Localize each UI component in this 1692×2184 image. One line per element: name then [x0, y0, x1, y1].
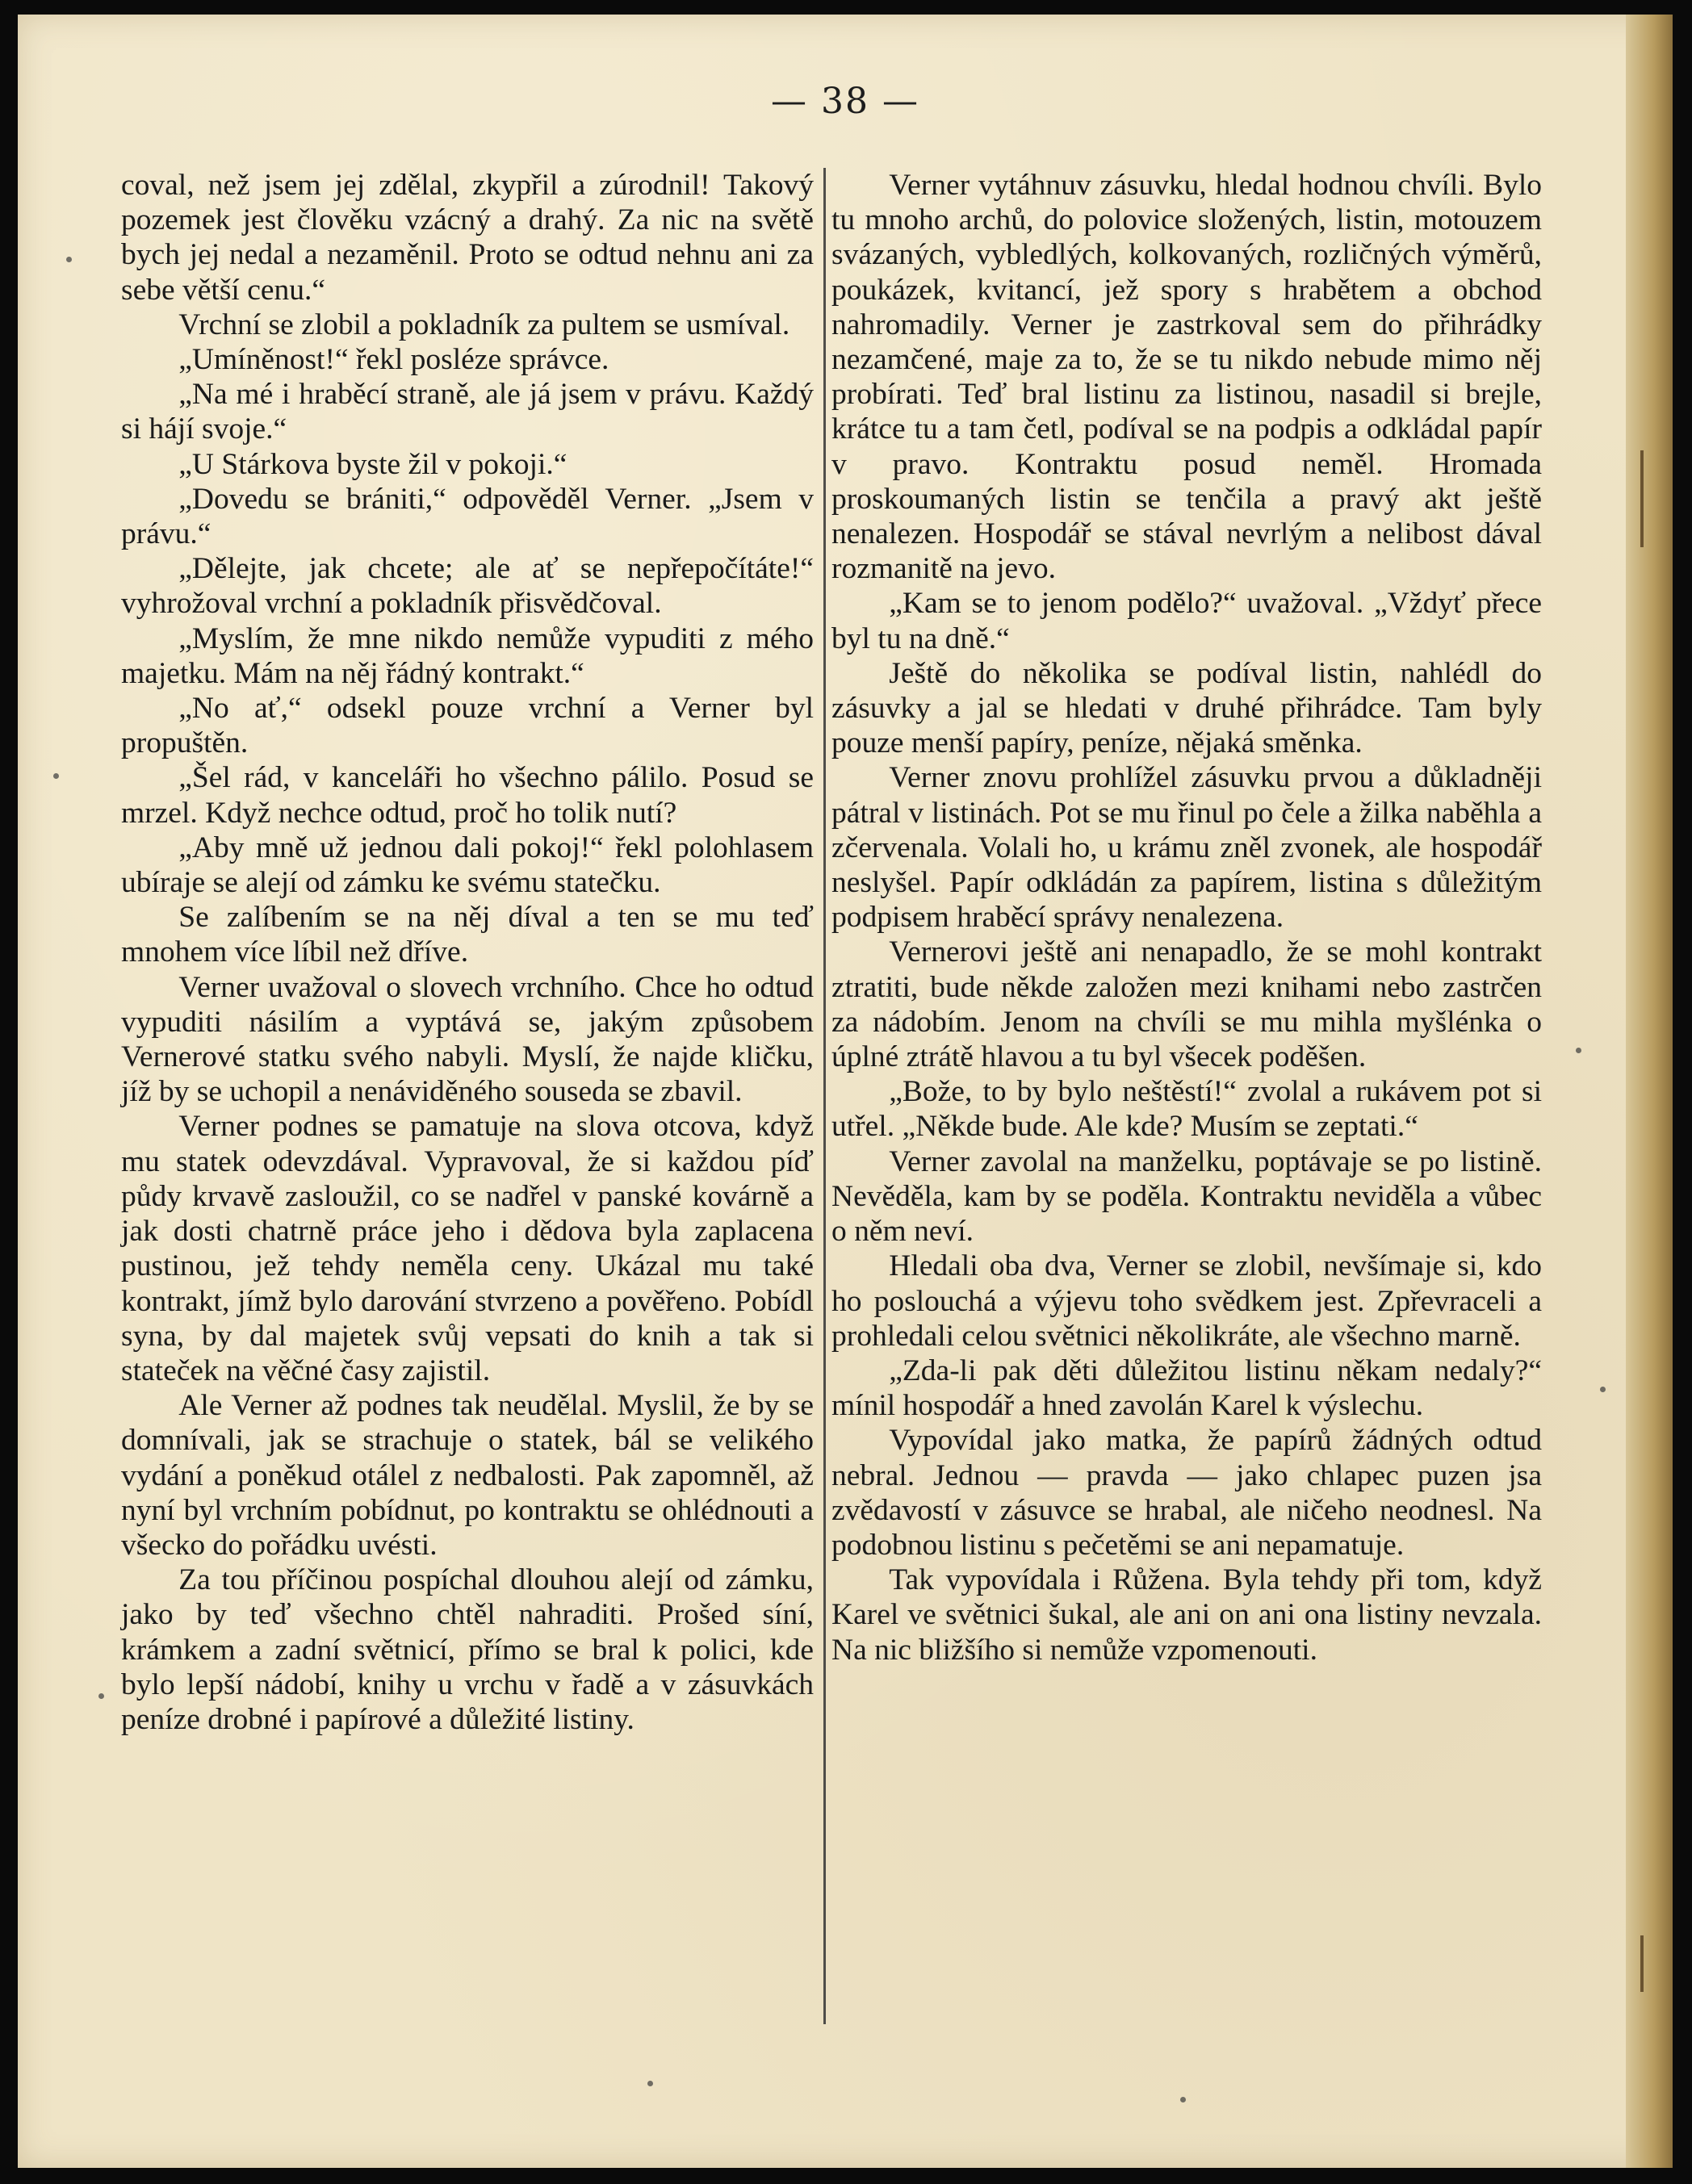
paragraph: Vrchní se zlobil a pokladník za pultem se usmíval. — [178, 308, 790, 341]
paragraph: „Šel rád, v kanceláři ho všechno pálilo. Posud se mrzel. Když nechce odtud, proč ho tolik nutí? — [121, 761, 814, 830]
paragraph: Hledali oba dva, Verner se zlobil, nevšímaje si, kdo ho poslouchá a výjevu toho svědkem jest. Zpřevraceli a prohledali celou světnici několikráte, ale všechno marně. — [831, 1249, 1542, 1353]
paragraph: Za tou příčinou pospíchal dlouhou alejí od zámku, jako by teď všechno chtěl nahraditi. Prošed síní, krámkem a zadní světnicí, přímo se bral k polici, kde bylo lepší nádobí, knihy u vrchu v řadě a v zásuvkách peníze drobné i papírové a důležité listiny. — [121, 1563, 814, 1736]
paragraph: Verner uvažoval o slovech vrchního. Chce ho odtud vypuditi násilím a vyptává se, jakým způsobem Vernerové statku svého nabyli. Myslí, že najde kličku, jíž by se uchopil a nenáviděného souseda se zbavil. — [121, 970, 814, 1109]
paragraph: Verner znovu prohlížel zásuvku prvou a důkladněji pátral v listinách. Pot se mu řinul po čele a žilka naběhla a zčervenala. Volali ho, u krámu zněl zvonek, ale hospodář neslyšel. Papír odkládán za papírem, listina s důležitým podpisem hraběcí správy nenalezena. — [831, 761, 1542, 935]
print-speck — [98, 1693, 104, 1699]
paragraph: „Zda-li pak děti důležitou listinu někam nedaly?“ mínil hospodář a hned zavolán Karel k výslechu. — [831, 1353, 1542, 1423]
paragraph: Tak vypovídala i Růžena. Byla tehdy při tom, když Karel ve světnici šukal, ale ani on ani ona listiny nevzala. Na nic bližšího si nemůže vzpomenouti. — [831, 1563, 1542, 1667]
print-speck — [1180, 2097, 1186, 2102]
paragraph: Vernerovi ještě ani nenapadlo, že se mohl kontrakt ztratiti, bude někde založen mezi knihami nebo zastrčen za nádobím. Jenom na chvíli se mu mihla myšlénka o úplné ztrátě hlavou a tu byl všecek poděšen. — [831, 935, 1542, 1074]
column-divider — [823, 168, 826, 2024]
left-column — [121, 168, 814, 1737]
paragraph: Verner vytáhnuv zásuvku, hledal hodnou chvíli. Bylo tu mnoho archů, do polovice složených, listin, motouzem svázaných, vybledlých, kolkovaných, rozličných výměrů, poukázek, kvitancí, jež spory s hrabětem a obchod nahromadily. Verner je zastrkoval sem do přihrádky nezamčené, maje za to, že se tu nikdo nebude mimo něj probírati. Teď bral listinu za listinou, nasadil si brejle, krátce tu a tam četl, podíval se na podpis a odkládal papír v pravo. Kontraktu posud neměl. Hromada proskoumaných listin se tenčila a pravý akt ještě nenalezen. Hospodář se stával nevrlým a nelibost dával rozmanitě na jevo. — [831, 169, 1542, 586]
print-speck — [1600, 1387, 1606, 1392]
print-speck — [647, 2081, 653, 2086]
paragraph: „Dělejte, jak chcete; ale ať se nepřepočítáte!“ vyhrožoval vrchní a pokladník přisvědčoval. — [121, 552, 814, 621]
print-speck — [1576, 1048, 1581, 1053]
paragraph: „Aby mně už jednou dali pokoj!“ řekl polohlasem ubíraje se alejí od zámku ke svému statečku. — [121, 831, 814, 900]
paragraph: „Umíněnost!“ řekl posléze správce. — [178, 343, 609, 377]
spine-mark — [1640, 1935, 1644, 1992]
paragraph: coval, než jsem jej zdělal, zkypřil a zúrodnil! Takový pozemek jest člověku vzácný a drahý. Za nic na světě bych jej nedal a nezaměnil. Proto se odtud nehnu ani za sebe větší cenu.“ — [121, 169, 814, 307]
paragraph: Vypovídal jako matka, že papírů žádných odtud nebral. Jednou — pravda — jako chlapec puzen jsa zvědavostí v zásuvce se hrabal, ale ničeho neodnesl. Na podobnou listinu s pečetěmi se ani nepamatuje. — [831, 1424, 1542, 1562]
right-column — [831, 168, 1542, 1667]
paragraph: Ale Verner až podnes tak neudělal. Myslil, že by se domnívali, jak se strachuje o statek, bál se velikého vydání a poněkud otálel z nedbalosti. Pak zapomněl, až nyní byl vrchním pobídnut, po kontraktu se ohlédnouti a všecko do pořádku uvésti. — [121, 1389, 814, 1562]
paragraph: „Na mé i hraběcí straně, ale já jsem v právu. Každý si hájí svoje.“ — [121, 378, 814, 446]
paragraph: „Bože, to by bylo neštěstí!“ zvolal a rukávem pot si utřel. „Někde bude. Ale kde? Musím se zeptati.“ — [831, 1075, 1542, 1144]
paragraph: „Kam se to jenom podělo?“ uvažoval. „Vždyť přece byl tu na dně.“ — [831, 587, 1542, 655]
paragraph: Verner podnes se pamatuje na slova otcova, když mu statek odevzdával. Vypravoval, že si každou píď půdy krvavě zasloužil, co se nadřel v panské kovárně a jak dosti chatrně práce jeho i dědova byla zaplacena pustinou, jež tehdy neměla ceny. Ukázal mu také kontrakt, jímž bylo darování stvrzeno a pověřeno. Pobídl syna, by dal majetek svůj vepsati do knih a tak si stateček na věčné časy zajistil. — [121, 1110, 814, 1387]
spine-mark — [1640, 450, 1644, 547]
print-speck — [66, 257, 72, 262]
paragraph: Ještě do několika se podíval listin, nahlédl do zásuvky a jal se hledati v druhé přihrádce. Tam byly pouze menší papíry, peníze, nějaká směnka. — [831, 656, 1542, 760]
paragraph: „U Stárkova byste žil v pokoji.“ — [178, 447, 567, 481]
book-page — [18, 15, 1673, 2168]
paragraph: „Myslím, že mne nikdo nemůže vypuditi z mého majetku. Mám na něj řádný kontrakt.“ — [121, 621, 814, 690]
paragraph: Se zalíbením se na něj díval a ten se mu teď mnohem více líbil než dříve. — [121, 901, 814, 969]
paragraph: Verner zavolal na manželku, poptávaje se po listině. Nevěděla, kam by se poděla. Kontraktu neviděla a vůbec o něm neví. — [831, 1144, 1542, 1249]
page-edge — [1626, 15, 1673, 2168]
paragraph: „No ať,“ odsekl pouze vrchní a Verner byl propuštěn. — [121, 692, 814, 760]
print-speck — [53, 773, 59, 779]
page-number: — 38 — — [771, 81, 919, 122]
paragraph: „Dovedu se brániti,“ odpověděl Verner. „Jsem v právu.“ — [121, 482, 814, 551]
